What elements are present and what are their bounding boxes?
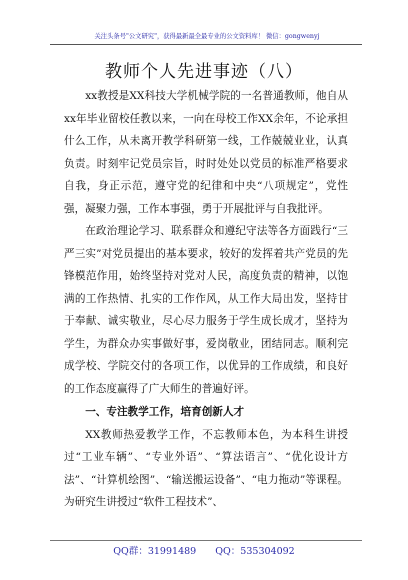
header-divider: [50, 44, 362, 45]
footer-qq-group: QQ群：31991489: [113, 546, 197, 557]
page-header: 关注头条号"公文研究"，获得最新最全最专业的公文资料库！ 微信：gongwenyj: [94, 33, 320, 40]
paragraph: XX教师热爱教学工作，不忘教师本色，为本科生讲授过“工业车辆”、“专业外语”、“算法语言”、“优化设计方法”、“计算机绘图”、“输送搬运设备”、“电力拖动”等课程。为研究生讲授过“软件工程技术”、: [64, 428, 348, 508]
paragraph: 在政治理论学习、联系群众和遵纪守法等各方面践行“三严三实”对党员提出的基本要求，较好的发挥着共产党员的先锋模范作用，始终坚持对党对人民，高度负责的精神，以饱满的工作热情、扎实的工作作风，从工作大局出发，坚持甘于奉献、诚实敬业，尽心尽力服务于学生成长成才，坚持为学生，为群众办实事做好事，爱岗敬业，团结同志。顺利完成学校、学院交付的各项工作，以优异的工作成绩，和良好的工作态度赢得了广大师生的普遍好评。: [64, 225, 348, 395]
document-title: 教师个人先进事迹（八）: [105, 62, 303, 82]
section-heading: 一、专注教学工作，培育创新人才: [85, 406, 245, 418]
paragraph: xx教授是XX科技大学机械学院的一名普通教师，他自从xx年毕业留校任教以来，一向在母校工作XX余年，不论承担什么工作，从未离开教学科研第一线，工作兢兢业业，认真负责。时刻牢记党员宗旨，时时处处以党员的标准严格要求自我，身正示范，遵守党的纪律和中央“八项规定”，党性强，凝聚力强，工作本事强，勇于开展批评与自我批评。: [64, 90, 348, 215]
document-body: [64, 85, 348, 514]
page-footer: [0, 543, 408, 557]
footer-divider: [50, 540, 362, 541]
footer-qq: QQ：535304092: [215, 546, 295, 557]
